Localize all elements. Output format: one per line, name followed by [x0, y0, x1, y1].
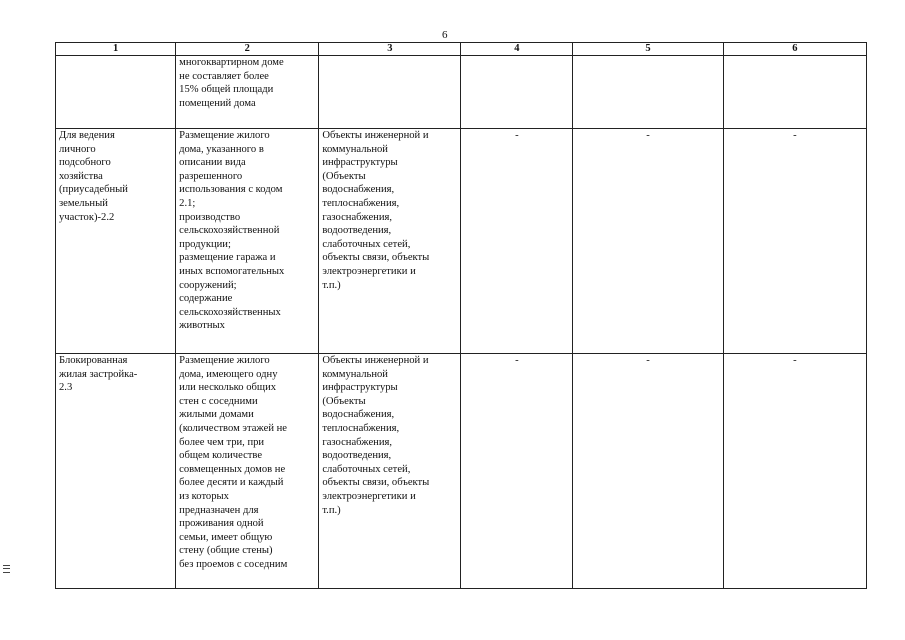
column-header-3: 3 [319, 43, 461, 56]
table-cell: Размещение жилого дома, указанного в описании вида разрешенного использования с кодом 2.1; производство сельскохозяйственной продукции; размещение гаража и иных вспомогательных сооружений; содержание сельскохозяйственных животных [176, 129, 319, 354]
table-row [56, 129, 867, 354]
table-cell: - [723, 129, 866, 354]
table-row [56, 56, 867, 129]
table-cell: Блокированная жилая застройка- 2.3 [56, 354, 176, 589]
column-header-1: 1 [56, 43, 176, 56]
column-header-2: 2 [176, 43, 319, 56]
table-cell [723, 56, 866, 129]
table-cell: - [573, 354, 723, 589]
table-header-row [56, 43, 867, 56]
table-cell [319, 56, 461, 129]
table-cell: Для ведения личного подсобного хозяйства (приусадебный земельный участок)-2.2 [56, 129, 176, 354]
table-cell: - [723, 354, 866, 589]
table-cell: многоквартирном доме не составляет более 15% общей площади помещений дома [176, 56, 319, 129]
table-cell: - [461, 129, 573, 354]
table-cell [56, 56, 176, 129]
scan-margin-mark [3, 565, 10, 573]
column-header-6: 6 [723, 43, 866, 56]
table-cell: - [573, 129, 723, 354]
table-cell [573, 56, 723, 129]
page-number: 6 [442, 29, 448, 41]
table-cell: Объекты инженерной и коммунальной инфраструктуры (Объекты водоснабжения, теплоснабжения, газоснабжения, водоотведения, слаботочных сетей, объекты связи, объекты электроэнергетики и т.п.) [319, 129, 461, 354]
column-header-4: 4 [461, 43, 573, 56]
table-row [56, 354, 867, 589]
column-header-5: 5 [573, 43, 723, 56]
table-cell [461, 56, 573, 129]
table-cell: - [461, 354, 573, 589]
table-cell: Объекты инженерной и коммунальной инфраструктуры (Объекты водоснабжения, теплоснабжения, газоснабжения, водоотведения, слаботочных сетей, объекты связи, объекты электроэнергетики и т.п.) [319, 354, 461, 589]
document-table [55, 42, 867, 589]
table-cell: Размещение жилого дома, имеющего одну или несколько общих стен с соседними жилыми домами (количеством этажей не более чем три, при общем количестве совмещенных домов не более десяти и каждый из которых предназначен для проживания одной семьи, имеет общую стену (общие стены) без проемов с соседним [176, 354, 319, 589]
